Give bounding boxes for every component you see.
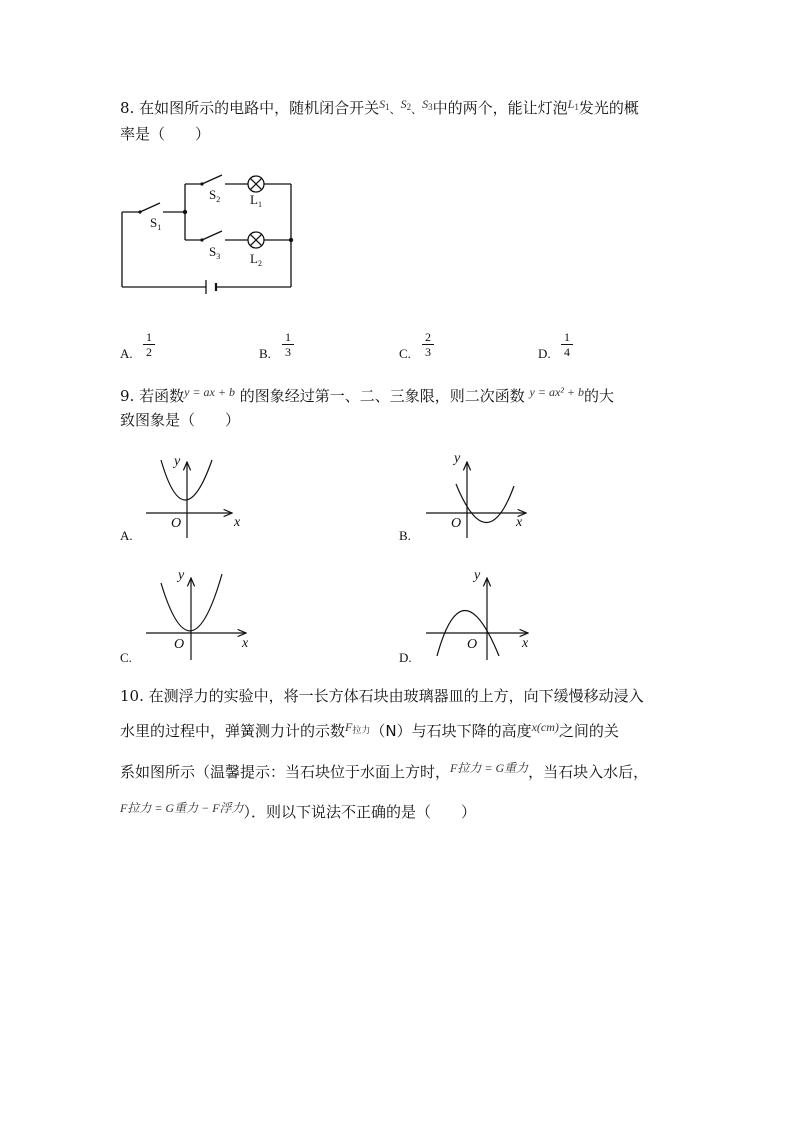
label-s2: $S_2$ — [209, 187, 221, 204]
q10-eq-above-water: F拉力 = G重力 — [450, 761, 529, 775]
s2-switch-blade — [202, 175, 222, 184]
graph-d-x-label: x — [522, 636, 529, 651]
q8-text-a: 在如图所示的电路中，随机闭合开关 — [139, 99, 380, 117]
q10-f-pull: F拉力 — [345, 720, 371, 735]
q8-text-b: 中的两个，能让灯泡 — [432, 99, 568, 117]
q9-number: 9. — [120, 387, 135, 405]
q9-option-c-label[interactable]: C. — [120, 650, 132, 665]
s3-switch-blade — [202, 231, 222, 240]
q8-option-d-label[interactable]: D. — [538, 346, 551, 361]
q10-line-2: 水里的过程中，弹簧测力计的示数$^{F_{拉力}}$（N）与石块下降的高度$^{x(cm)}$之间的关 — [120, 720, 619, 740]
q8-option-d-value: 1 4 — [561, 331, 573, 358]
q8-option-b-label[interactable]: B. — [259, 346, 271, 361]
q8-l1: L1 — [567, 97, 579, 112]
q8-option-c-label[interactable]: C. — [399, 346, 411, 361]
q8-line-1: 8. 在如图所示的电路中，随机闭合开关$^{S_1}$、$^{S_2}$、$^{S_3}$中的两个，能让灯泡$^{L_1}$发光的概 — [120, 97, 639, 117]
q10-number: 10. — [120, 687, 144, 705]
q8-option-a-value: 1 2 — [143, 331, 155, 358]
graph-c-origin-label: O — [174, 637, 185, 652]
graph-a-y-label: y — [174, 454, 181, 469]
graph-b — [426, 462, 526, 538]
graph-d-origin-label: O — [467, 637, 478, 652]
graph-b-x-label: x — [516, 515, 523, 530]
graph-b-origin-label: O — [451, 516, 462, 531]
label-l2: $L_2$ — [250, 251, 262, 268]
q8-option-a-label[interactable]: A. — [120, 346, 133, 361]
q9-text-b: 的图象经过第一、二、三象限，则二次函数 — [234, 387, 530, 405]
q10-text-1: 在测浮力的实验中，将一长方体石块由玻璃器皿的上方，向下缓慢移动浸入 — [148, 687, 644, 705]
q10-line-4: $^{F拉力 = G重力 - F浮力}$）．则以下说法不正确的是（ ） — [120, 801, 477, 821]
q8-line-2: 率是（ ） — [120, 125, 211, 143]
q9-option-d-label[interactable]: D. — [399, 650, 412, 665]
q9-formula-linear: y = ax + b — [184, 385, 235, 399]
graph-a — [146, 460, 232, 538]
label-l1: $L_1$ — [250, 192, 262, 209]
lamp-l1-icon — [248, 176, 264, 192]
q8-text-c: 发光的概 — [578, 99, 639, 117]
q8-option-c-value: 2 3 — [422, 331, 434, 358]
q9-option-b-label[interactable]: B. — [399, 528, 411, 543]
q9-option-a-label[interactable]: A. — [120, 528, 133, 543]
graph-d-y-label: y — [474, 568, 481, 583]
q10-eq-in-water: F拉力 = G重力 − F浮力 — [120, 801, 244, 815]
graph-c — [146, 574, 246, 660]
graph-d — [426, 578, 528, 660]
graph-a-parabola — [161, 460, 212, 500]
q9-line-2: 致图象是（ ） — [120, 411, 241, 429]
graph-c-parabola — [161, 574, 222, 631]
q10-line-1 — [120, 686, 644, 706]
label-s3: $S_3$ — [209, 244, 221, 261]
junction-dot-right — [289, 238, 293, 242]
q8-option-b-value: 1 3 — [282, 331, 294, 358]
q9-formula-quadratic: y = ax² + b — [529, 385, 584, 399]
label-s1: $S_1$ — [150, 215, 162, 232]
q10-line-3: 系如图所示（温馨提示：当石块位于水面上方时，$^{F拉力 = G重力}$，当石块入水后， — [120, 761, 649, 781]
graph-b-parabola — [456, 484, 514, 523]
graph-a-x-label: x — [234, 515, 241, 530]
q8-s3: S3 — [422, 97, 433, 112]
q9-text-a: 若函数 — [139, 387, 185, 405]
q8-s1: S1 — [379, 97, 390, 112]
q10-x-cm: x(cm) — [531, 720, 559, 734]
q8-s2: S2 — [400, 97, 412, 112]
q8-number: 8. — [120, 99, 135, 117]
q9-text-c: 的大 — [583, 387, 614, 405]
lamp-l2-icon — [248, 232, 264, 248]
junction-dot-left — [183, 210, 187, 214]
graph-c-x-label: x — [242, 636, 249, 651]
graph-c-y-label: y — [178, 568, 185, 583]
s1-switch-blade — [140, 203, 160, 212]
q9-line-1 — [120, 386, 614, 407]
graph-b-y-label: y — [454, 451, 461, 466]
graph-a-origin-label: O — [171, 516, 182, 531]
graph-d-parabola — [437, 611, 499, 657]
